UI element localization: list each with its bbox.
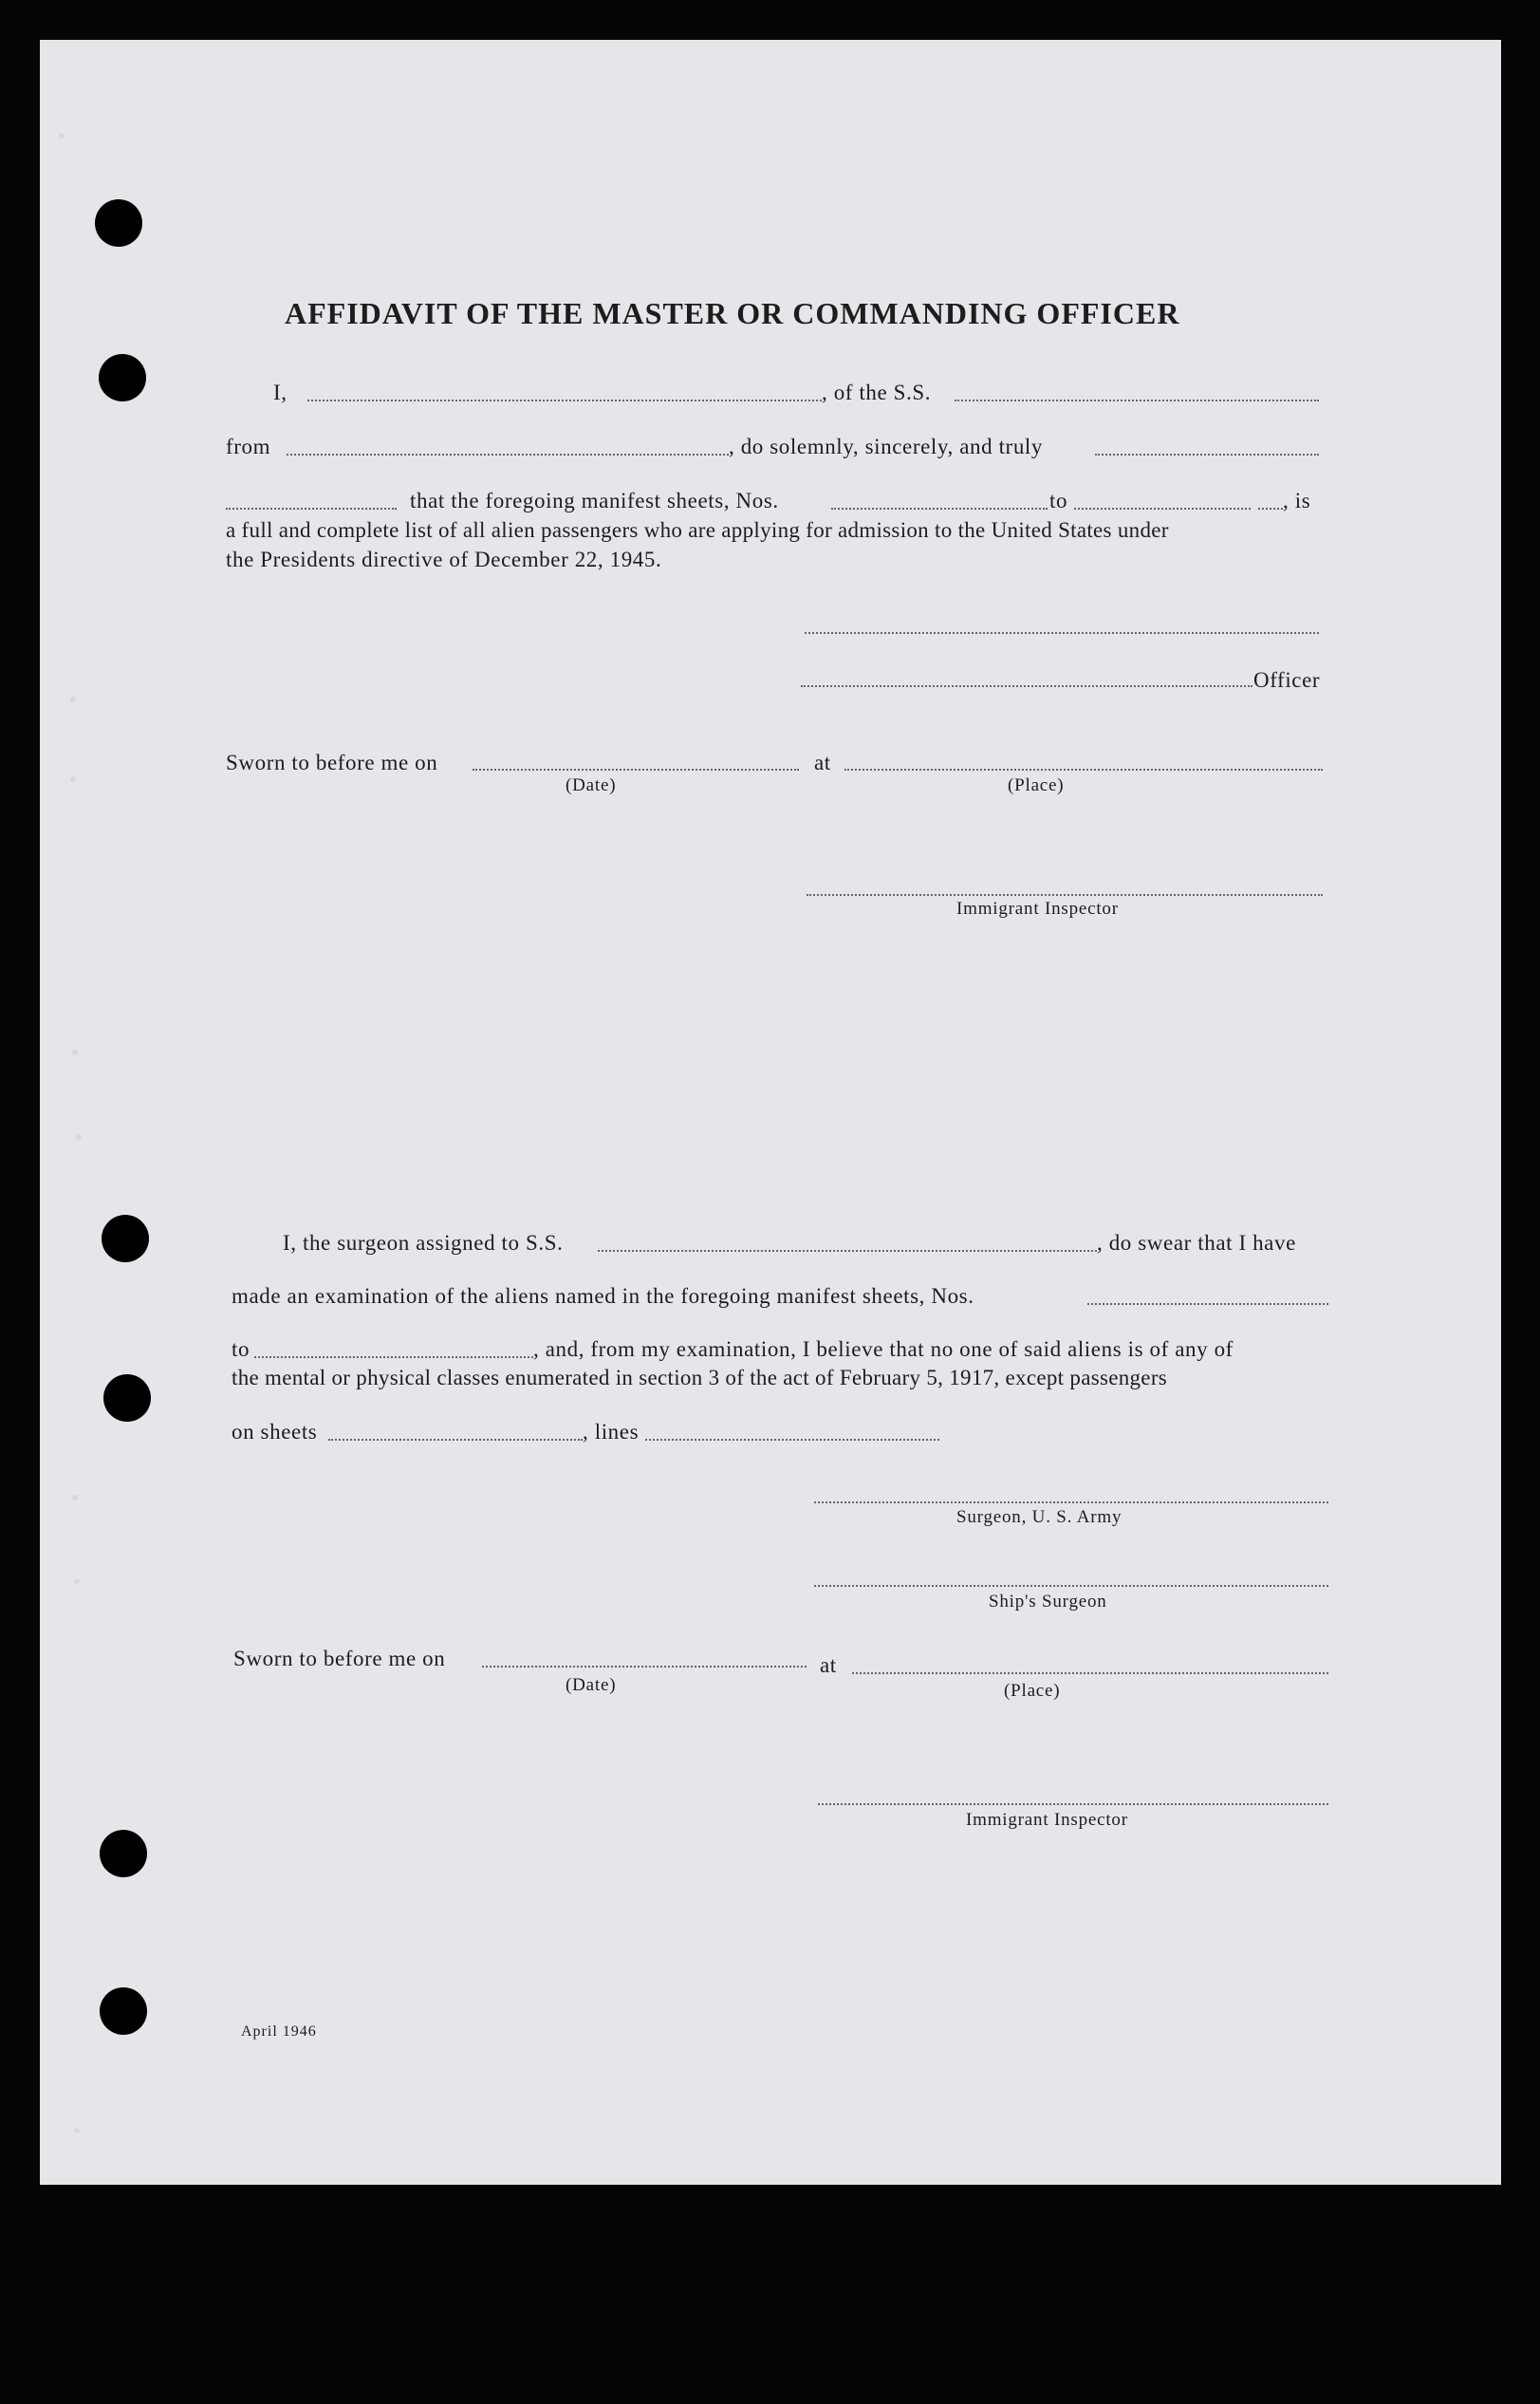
master-line3-is: , is — [1283, 489, 1311, 512]
speck — [74, 1578, 80, 1584]
surgeon-at-label: at — [820, 1653, 837, 1677]
surgeon-sworn-date-blank — [482, 1666, 807, 1668]
punch-hole — [99, 354, 146, 401]
master-line2-from: from — [226, 435, 271, 458]
speck — [72, 1495, 78, 1500]
master-line2-solemnly: , do solemnly, sincerely, and truly — [729, 435, 1044, 458]
surgeon-place-caption: (Place) — [1004, 1681, 1061, 1701]
ship-surgeon-signature-line — [814, 1585, 1328, 1587]
surgeon-nos-from-blank — [1087, 1303, 1328, 1305]
document-title: AFFIDAVIT OF THE MASTER OR COMMANDING OFFICER — [285, 296, 1180, 330]
surgeon-date-caption: (Date) — [566, 1675, 617, 1695]
master-signature-line — [805, 632, 1319, 634]
surgeon-line2: made an examination of the aliens named in the foregoing manifest sheets, Nos. — [232, 1284, 974, 1308]
speck — [59, 133, 65, 139]
master-oath-blank — [1095, 454, 1319, 456]
master-oath-blank-2 — [226, 508, 397, 510]
surgeon-sheets-blank — [328, 1439, 583, 1441]
master-line3-to: to — [1049, 489, 1068, 512]
surgeon-line5-b: , lines — [583, 1420, 640, 1444]
punch-hole — [103, 1374, 151, 1422]
master-line1-i: I, — [273, 381, 288, 404]
master-place-caption: (Place) — [1008, 775, 1065, 795]
surgeon-lines-blank — [645, 1439, 939, 1441]
army-surgeon-signature-line — [814, 1501, 1328, 1503]
master-line5: the Presidents directive of December 22, 1945. — [226, 548, 662, 571]
master-inspector-line — [807, 894, 1323, 896]
master-from-blank — [287, 454, 729, 456]
master-name-blank — [307, 400, 822, 401]
form-date-footer: April 1946 — [241, 2023, 317, 2040]
punch-hole — [102, 1215, 149, 1262]
ship-surgeon-label: Ship's Surgeon — [989, 1592, 1107, 1612]
surgeon-ship-blank — [598, 1250, 1097, 1252]
master-line4: a full and complete list of all alien passengers who are applying for admission to the United States under — [226, 518, 1169, 542]
master-line1-ss: , of the S.S. — [822, 381, 932, 404]
master-line3-that: that the foregoing manifest sheets, Nos. — [410, 489, 779, 512]
officer-label: Officer — [1253, 668, 1321, 692]
speck — [70, 697, 76, 702]
master-at-label: at — [814, 751, 831, 774]
affidavit-page — [40, 40, 1501, 2185]
master-sworn-date-blank — [473, 769, 799, 771]
surgeon-sworn-label: Sworn to before me on — [233, 1647, 446, 1670]
speck — [72, 1050, 78, 1055]
surgeon-inspector-label: Immigrant Inspector — [966, 1810, 1128, 1830]
master-date-caption: (Date) — [566, 775, 617, 795]
master-ship-blank — [955, 400, 1319, 401]
surgeon-sworn-place-blank — [852, 1672, 1328, 1674]
master-nos-to-blank — [1074, 508, 1251, 510]
speck — [74, 2128, 80, 2134]
master-nos-suffix-blank — [1258, 508, 1283, 510]
surgeon-line5-a: on sheets — [232, 1420, 318, 1444]
surgeon-line1-b: , do swear that I have — [1097, 1231, 1296, 1255]
surgeon-line4: the mental or physical classes enumerated in section 3 of the act of February 5, 1917, except passengers — [232, 1366, 1168, 1389]
surgeon-nos-to-blank — [254, 1356, 533, 1358]
punch-hole — [100, 1830, 147, 1877]
master-sworn-place-blank — [844, 769, 1323, 771]
surgeon-line3-to: to — [232, 1337, 250, 1361]
master-sworn-label: Sworn to before me on — [226, 751, 438, 774]
surgeon-line1-a: I, the surgeon assigned to S.S. — [283, 1231, 564, 1255]
punch-hole — [100, 1987, 147, 2035]
speck — [70, 776, 76, 782]
army-surgeon-label: Surgeon, U. S. Army — [956, 1507, 1123, 1527]
punch-hole — [95, 199, 142, 247]
officer-signature-line — [801, 685, 1252, 687]
master-nos-from-blank — [831, 508, 1048, 510]
master-inspector-label: Immigrant Inspector — [956, 899, 1119, 919]
speck — [76, 1134, 82, 1140]
surgeon-inspector-line — [818, 1803, 1328, 1805]
surgeon-line3-b: , and, from my examination, I believe that no one of said aliens is of any of — [533, 1337, 1234, 1361]
